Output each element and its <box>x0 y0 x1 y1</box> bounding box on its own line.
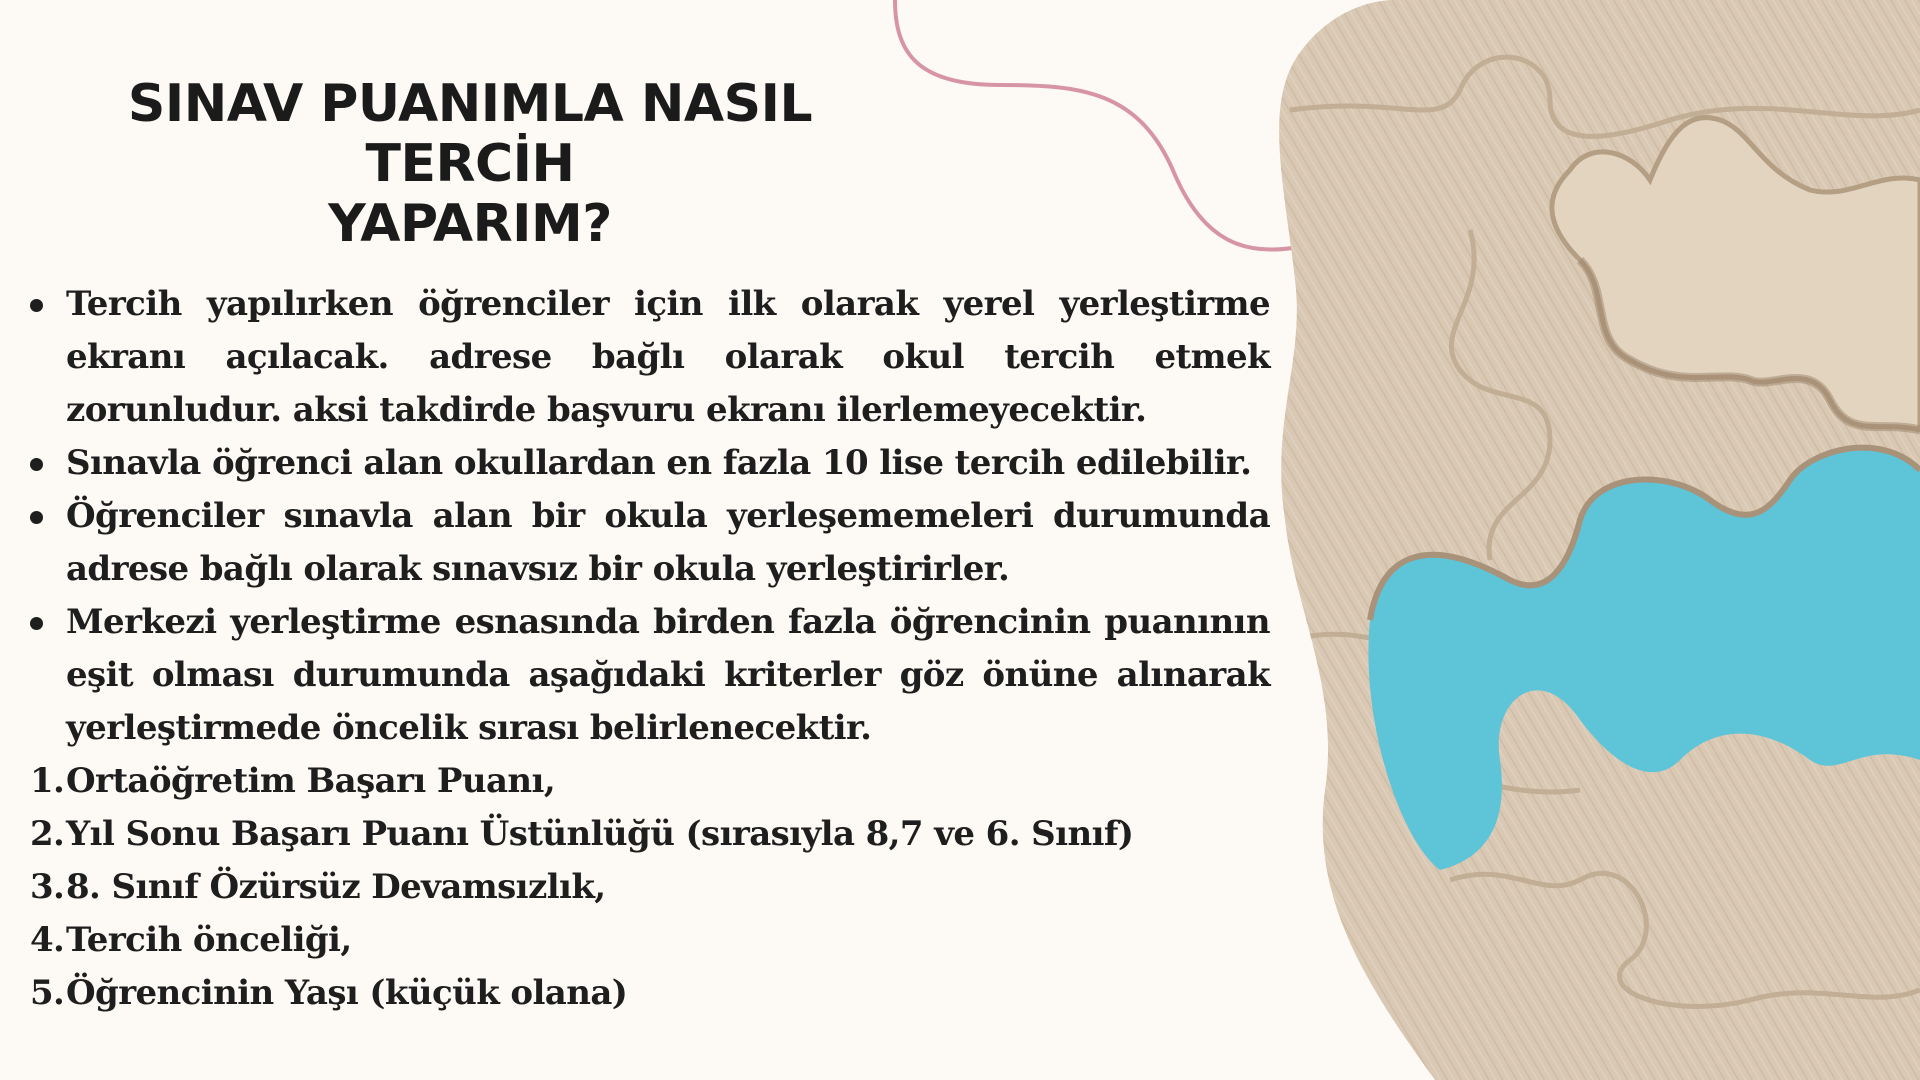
bullet-dot-icon <box>30 458 43 471</box>
bullet-item <box>30 490 1270 596</box>
criteria-item <box>30 967 1270 1020</box>
criteria-text: Yıl Sonu Başarı Puanı Üstünlüğü (sırasıyla 8,7 ve 6. Sınıf) <box>66 814 1134 854</box>
bullet-text: Öğrenciler sınavla alan bir okula yerleşememeleri durumunda adrese bağlı olarak sınavsız bir okula yerleştirirler. <box>66 496 1270 589</box>
criteria-text: Ortaöğretim Başarı Puanı, <box>66 761 556 801</box>
criteria-item <box>30 861 1270 914</box>
bullet-text: Tercih yapılırken öğrenciler için ilk olarak yerel yerleştirme ekranı açılacak. adrese bağlı olarak okul tercih etmek zorunludur. aksi takdirde başvuru ekranı ilerlemeyecektir. <box>66 284 1270 430</box>
content-body <box>30 278 1270 1020</box>
title-line-2: YAPARIM? <box>328 193 612 254</box>
bullet-list <box>30 278 1270 755</box>
criteria-number: 4. <box>30 920 65 960</box>
criteria-number: 5. <box>30 973 65 1013</box>
criteria-number: 3. <box>30 867 65 907</box>
criteria-text: Öğrencinin Yaşı (küçük olana) <box>66 973 628 1013</box>
bullet-item <box>30 596 1270 755</box>
bullet-item <box>30 437 1270 490</box>
criteria-number: 1. <box>30 761 65 801</box>
bullet-item <box>30 278 1270 437</box>
criteria-item <box>30 755 1270 808</box>
bullet-text: Merkezi yerleştirme esnasında birden fazla öğrencinin puanının eşit olması durumunda aşağıdaki kriterler göz önüne alınarak yerleştirmede öncelik sırası belirlenecektir. <box>66 602 1270 748</box>
bullet-text: Sınavla öğrenci alan okullardan en fazla 10 lise tercih edilebilir. <box>66 443 1252 483</box>
criteria-item <box>30 914 1270 967</box>
criteria-item <box>30 808 1270 861</box>
bullet-dot-icon <box>30 511 43 524</box>
criteria-list <box>30 755 1270 1020</box>
page-title <box>30 75 910 254</box>
title-line-1: SINAV PUANIMLA NASIL TERCİH <box>127 74 813 194</box>
bullet-dot-icon <box>30 299 43 312</box>
bullet-dot-icon <box>30 617 43 630</box>
criteria-number: 2. <box>30 814 65 854</box>
criteria-text: 8. Sınıf Özürsüz Devamsızlık, <box>66 867 606 907</box>
jigsaw-puzzle-image <box>1250 0 1920 1080</box>
criteria-text: Tercih önceliği, <box>66 920 352 960</box>
